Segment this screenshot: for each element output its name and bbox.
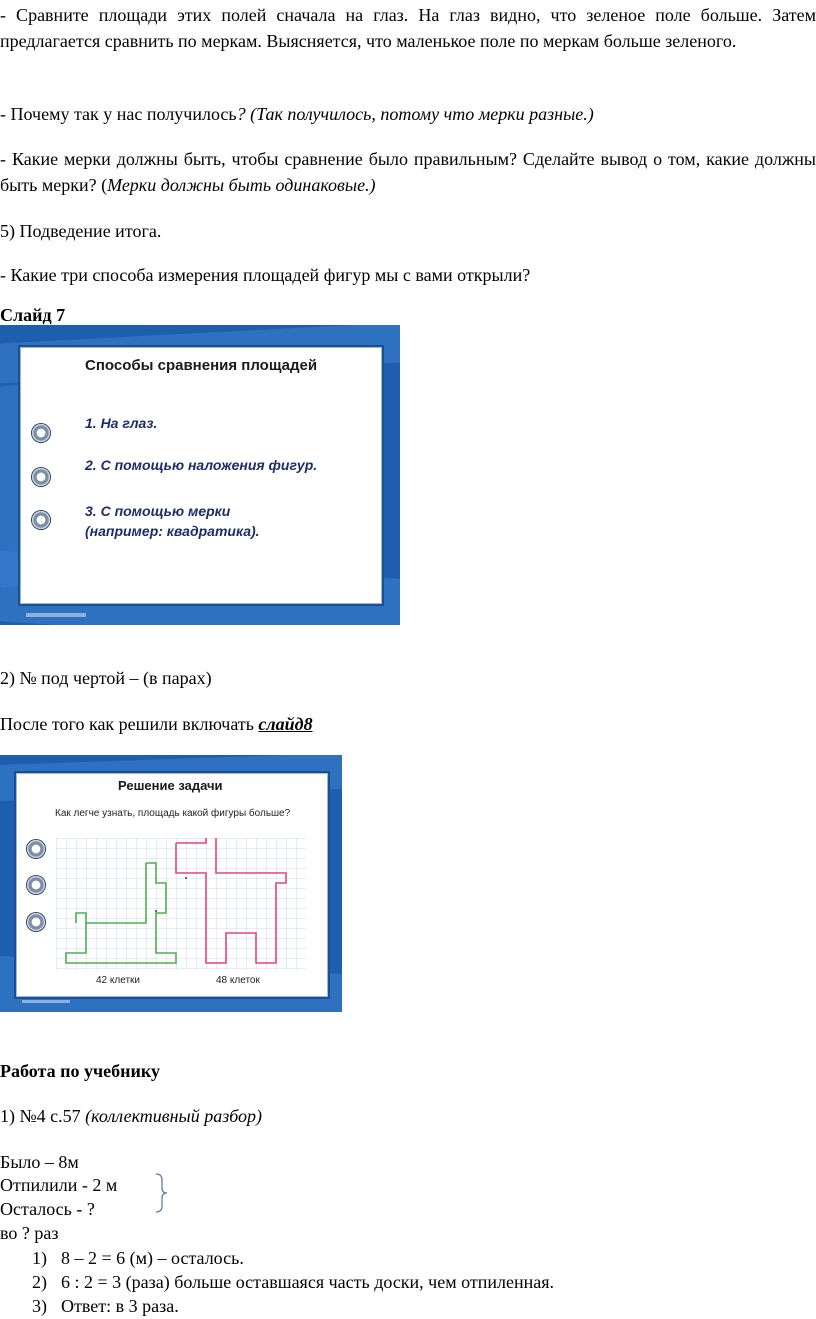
solution-step-text: 6 : 2 = 3 (раза) больше оставшаяся часть доски, чем отпиленная. <box>61 1272 555 1292</box>
ring-icon <box>32 424 50 442</box>
workbook-heading <box>0 1058 816 1084</box>
workbook-heading-text: Работа по учебнику <box>0 1061 160 1081</box>
label-42-cells: 42 клетки <box>96 975 140 986</box>
solution-step-text: 8 – 2 = 6 (м) – осталось. <box>61 1248 244 1268</box>
slide8-intro-text: После того как решили включать <box>0 714 259 734</box>
grid <box>56 838 306 970</box>
slide8-title: Решение задачи <box>118 778 223 793</box>
slide8-intro <box>0 711 816 737</box>
bracket-brace <box>152 1172 172 1214</box>
slide7-item-2: 2. С помощью наложения фигур. <box>85 457 318 473</box>
solution-step-3 <box>32 1293 792 1319</box>
slide-7-image <box>0 325 400 625</box>
slide7-item-3: 3. С помощью мерки <box>85 503 231 519</box>
slide-footer-mark <box>26 613 86 617</box>
measures-question: - Какие мерки должны быть, чтобы сравнение было правильным? Сделайте вывод о том, какие должны быть мерки? ( <box>0 149 816 195</box>
task-4-number: 1) №4 с.57 <box>0 1106 86 1126</box>
task-4-mode: (коллективный разбор) <box>85 1106 263 1126</box>
solution-step-text: Ответ: в 3 раза. <box>61 1296 179 1316</box>
solution-step-number: 3) <box>32 1296 47 1316</box>
condition-times: во ? раз <box>0 1223 59 1243</box>
ring-icon <box>32 511 50 529</box>
ring-icon <box>32 468 50 486</box>
ring-icon <box>27 840 45 858</box>
task-pairs: 2) № под чертой – (в парах) <box>0 668 212 688</box>
slide-8-image <box>0 755 342 1012</box>
condition-cut: Отпилили - 2 м <box>0 1175 118 1195</box>
solution-step-number: 2) <box>32 1272 47 1292</box>
area-grid-figures <box>56 838 306 970</box>
measures-answer: Мерки должны быть одинаковые.) <box>107 175 376 195</box>
solution-step-1 <box>32 1245 792 1271</box>
task-4 <box>0 1103 816 1129</box>
slide-footer-mark <box>22 1000 70 1003</box>
ring-icon <box>27 913 45 931</box>
slide7-title: Способы сравнения площадей <box>85 357 318 374</box>
summary-question: - Какие три способа измерения площадей фигур мы с вами открыли? <box>0 265 531 285</box>
condition-left: Осталось - ? <box>0 1199 95 1219</box>
slide7-item-1: 1. На глаз. <box>85 415 158 431</box>
solution-step-number: 1) <box>32 1248 47 1268</box>
paragraph-why <box>0 101 816 127</box>
slide8-question: Как легче узнать, площадь какой фигуры больше? <box>55 808 291 819</box>
why-question: - Почему так у нас получилось <box>0 104 237 124</box>
condition-was: Было – 8м <box>0 1152 79 1172</box>
slide7-item-3b: (например: квадратика). <box>85 523 260 539</box>
solution-step-2 <box>32 1269 792 1295</box>
why-answer: ? (Так получилось, потому что мерки разные.) <box>236 104 594 124</box>
ring-icon <box>27 876 45 894</box>
paragraph-measures <box>0 146 816 198</box>
slide7-heading-text: Слайд 7 <box>0 305 66 325</box>
paragraph-compare-fields: - Сравните площади этих полей сначала на глаз. На глаз видно, что зеленое поле больше. Затем предлагается сравнить по меркам. Выясняется, что маленькое поле по меркам больше зеленого. <box>0 5 816 51</box>
slide8-link[interactable]: слайд8 <box>258 714 313 734</box>
label-48-cells: 48 клеток <box>216 975 260 986</box>
summary-step: 5) Подведение итога. <box>0 221 162 241</box>
